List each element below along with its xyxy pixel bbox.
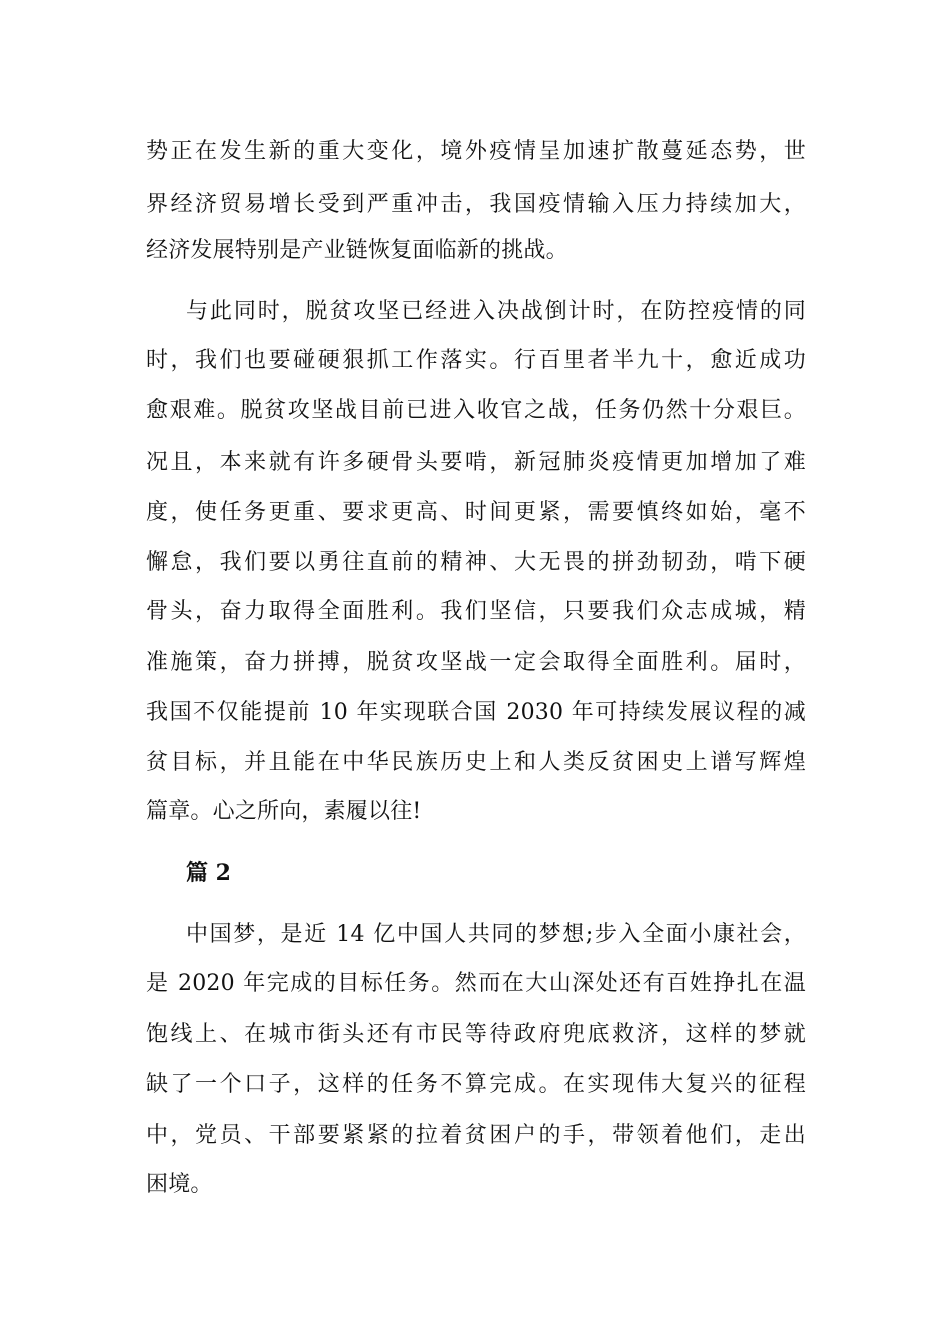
paragraph-3-line: 缺了一个口子，这样的任务不算完成。在实现伟大复兴的征程 <box>146 1072 806 1097</box>
paragraph-2-line: 时，我们也要碰硬狠抓工作落实。行百里者半九十，愈近成功 <box>146 348 806 373</box>
paragraph-2-line: 篇章。心之所向，素履以往! <box>146 799 422 824</box>
paragraph-2-line: 准施策，奋力拼搏，脱贫攻坚战一定会取得全面胜利。届时， <box>146 650 806 675</box>
paragraph-3-line: 饱线上、在城市街头还有市民等待政府兜底救济，这样的梦就 <box>146 1022 806 1047</box>
paragraph-3-line: 是 2020 年完成的目标任务。然而在大山深处还有百姓挣扎在温 <box>146 971 806 996</box>
paragraph-2-line: 况且，本来就有许多硬骨头要啃，新冠肺炎疫情更加增加了难 <box>146 450 806 475</box>
section-heading: 篇 2 <box>186 860 231 886</box>
paragraph-2-line: 骨头，奋力取得全面胜利。我们坚信，只要我们众志成城，精 <box>146 599 806 624</box>
paragraph-2-line: 我国不仅能提前 10 年实现联合国 2030 年可持续发展议程的减 <box>146 700 806 725</box>
paragraph-2-line: 懈怠，我们要以勇往直前的精神、大无畏的拼劲韧劲，啃下硬 <box>146 550 806 575</box>
paragraph-1-line: 经济发展特别是产业链恢复面临新的挑战。 <box>146 238 568 263</box>
paragraph-2-line: 度，使任务更重、要求更高、时间更紧，需要慎终如始，毫不 <box>146 500 806 525</box>
paragraph-2-line: 愈艰难。脱贫攻坚战目前已进入收官之战，任务仍然十分艰巨。 <box>146 398 806 423</box>
paragraph-3-line: 中国梦，是近 14 亿中国人共同的梦想;步入全面小康社会， <box>186 922 806 947</box>
paragraph-1-line: 势正在发生新的重大变化，境外疫情呈加速扩散蔓延态势，世 <box>146 139 806 164</box>
paragraph-2-line: 与此同时，脱贫攻坚已经进入决战倒计时，在防控疫情的同 <box>186 299 806 324</box>
paragraph-2-line: 贫目标，并且能在中华民族历史上和人类反贫困史上谱写辉煌 <box>146 750 806 775</box>
paragraph-1-line: 界经济贸易增长受到严重冲击，我国疫情输入压力持续加大， <box>146 192 806 217</box>
paragraph-3-line: 困境。 <box>146 1172 213 1197</box>
paragraph-3-line: 中，党员、干部要紧紧的拉着贫困户的手，带领着他们，走出 <box>146 1123 806 1148</box>
